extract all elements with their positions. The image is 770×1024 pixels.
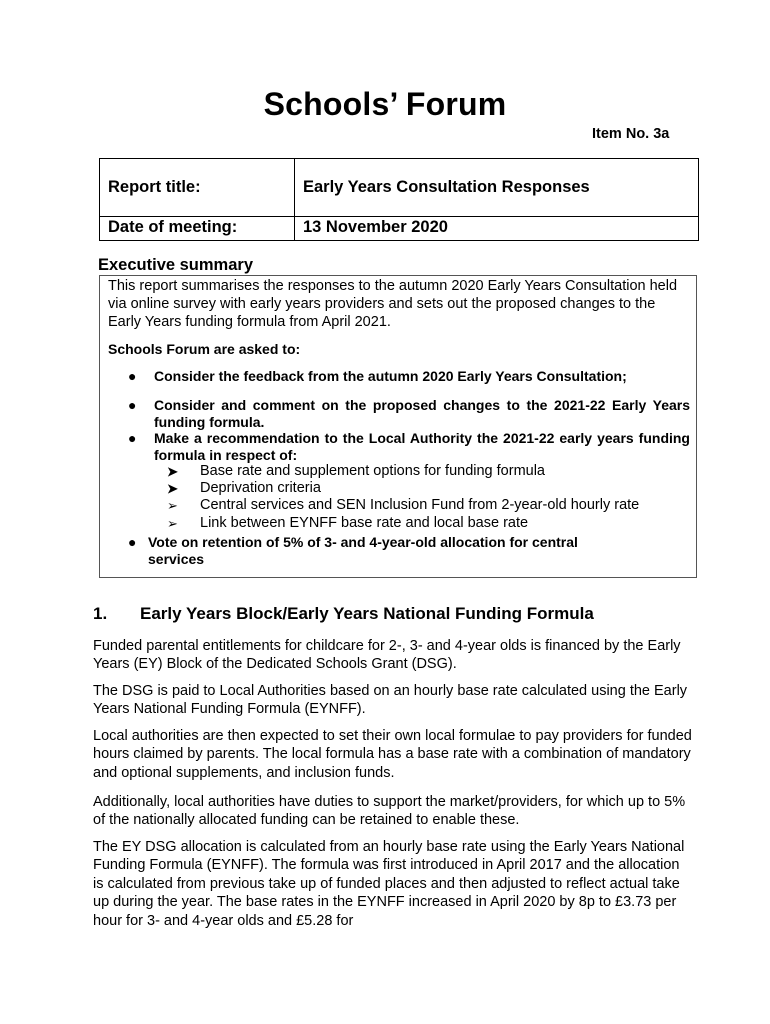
bullet-text: Make a recommendation to the Local Authority the 2021-22 early years funding formula in respect of: bbox=[154, 430, 690, 463]
body-paragraph: The EY DSG allocation is calculated from an hourly base rate using the Early Years National Funding Formula (EYNFF). The formula was first introduced in April 2017 and the allocation is calculated from previous take up of funded places and then adjusted to reflect actual take up during the year. The base rates in the EYNFF increased in April 2020 by 8p to £3.73 per hour for 3- and 4-year olds and £5.28 for bbox=[93, 839, 685, 929]
sub-bullet-text: Deprivation criteria bbox=[200, 480, 321, 496]
bullet-dot-icon: ● bbox=[128, 368, 137, 384]
section-number: 1. bbox=[93, 604, 108, 623]
bullet-text: Consider the feedback from the autumn 2020 Early Years Consultation; bbox=[154, 368, 627, 384]
meeting-date-value: 13 November 2020 bbox=[295, 217, 699, 241]
report-title-label: Report title: bbox=[100, 159, 295, 217]
sub-bullet-item bbox=[167, 497, 640, 514]
item-number: Item No. 3a bbox=[592, 126, 670, 142]
bullet-dot-icon: ● bbox=[128, 430, 137, 446]
sub-bullet-item bbox=[167, 463, 545, 480]
section-heading bbox=[93, 604, 594, 624]
body-paragraph: Funded parental entitlements for childcare for 2-, 3- and 4-year olds is financed by the Early Years (EY) Block of the Dedicated Schools Grant (DSG). bbox=[93, 638, 681, 673]
executive-summary-intro: This report summarises the responses to the autumn 2020 Early Years Consultation held via online survey with early years providers and sets out the proposed changes to the Early Years funding formula from April 2021. bbox=[108, 278, 678, 330]
report-title-row bbox=[100, 159, 699, 217]
meeting-date-row bbox=[100, 217, 699, 241]
sub-bullet-text: Base rate and supplement options for funding formula bbox=[200, 463, 545, 479]
body-paragraph: The DSG is paid to Local Authorities based on an hourly base rate calculated using the Early Years National Funding Formula (EYNFF). bbox=[93, 683, 688, 718]
bullet-item bbox=[128, 430, 690, 464]
sub-bullet-text: Link between EYNFF base rate and local base rate bbox=[200, 515, 529, 531]
bullet-dot-icon: ● bbox=[128, 534, 137, 550]
bullet-dot-icon: ● bbox=[128, 397, 137, 413]
report-title-value: Early Years Consultation Responses bbox=[295, 159, 699, 217]
bullet-item bbox=[128, 534, 628, 568]
section-title: Early Years Block/Early Years National Funding Formula bbox=[140, 604, 594, 623]
meeting-date-label: Date of meeting: bbox=[100, 217, 295, 241]
bullet-text: Consider and comment on the proposed changes to the 2021-22 Early Years funding formula. bbox=[154, 397, 690, 430]
asked-heading: Schools Forum are asked to: bbox=[108, 341, 301, 357]
executive-summary-heading: Executive summary bbox=[98, 256, 254, 274]
body-paragraph: Local authorities are then expected to set their own local formulae to pay providers for funded hours claimed by parents. The local formula has a base rate with a combination of mandatory and optional supplements, and inclusion funds. bbox=[93, 728, 692, 781]
report-details-table bbox=[99, 158, 699, 241]
sub-bullet-item bbox=[167, 480, 321, 497]
bullet-item bbox=[128, 397, 690, 431]
arrowhead-icon: ➢ bbox=[167, 498, 178, 513]
sub-bullet-text: Central services and SEN Inclusion Fund from 2-year-old hourly rate bbox=[200, 497, 640, 513]
bullet-item bbox=[128, 368, 694, 385]
sub-bullet-item bbox=[167, 515, 529, 532]
body-paragraph: Additionally, local authorities have duties to support the market/providers, for which up to 5% of the nationally allocated funding can be retained to enable these. bbox=[93, 794, 686, 829]
arrowhead-icon: ➤ bbox=[167, 464, 178, 479]
bullet-text: Vote on retention of 5% of 3- and 4-year-old allocation for central services bbox=[148, 534, 578, 567]
executive-summary-box bbox=[99, 275, 697, 578]
page-title: Schools’ Forum bbox=[263, 86, 507, 122]
arrowhead-icon: ➤ bbox=[167, 481, 178, 496]
arrowhead-icon: ➢ bbox=[167, 516, 178, 531]
